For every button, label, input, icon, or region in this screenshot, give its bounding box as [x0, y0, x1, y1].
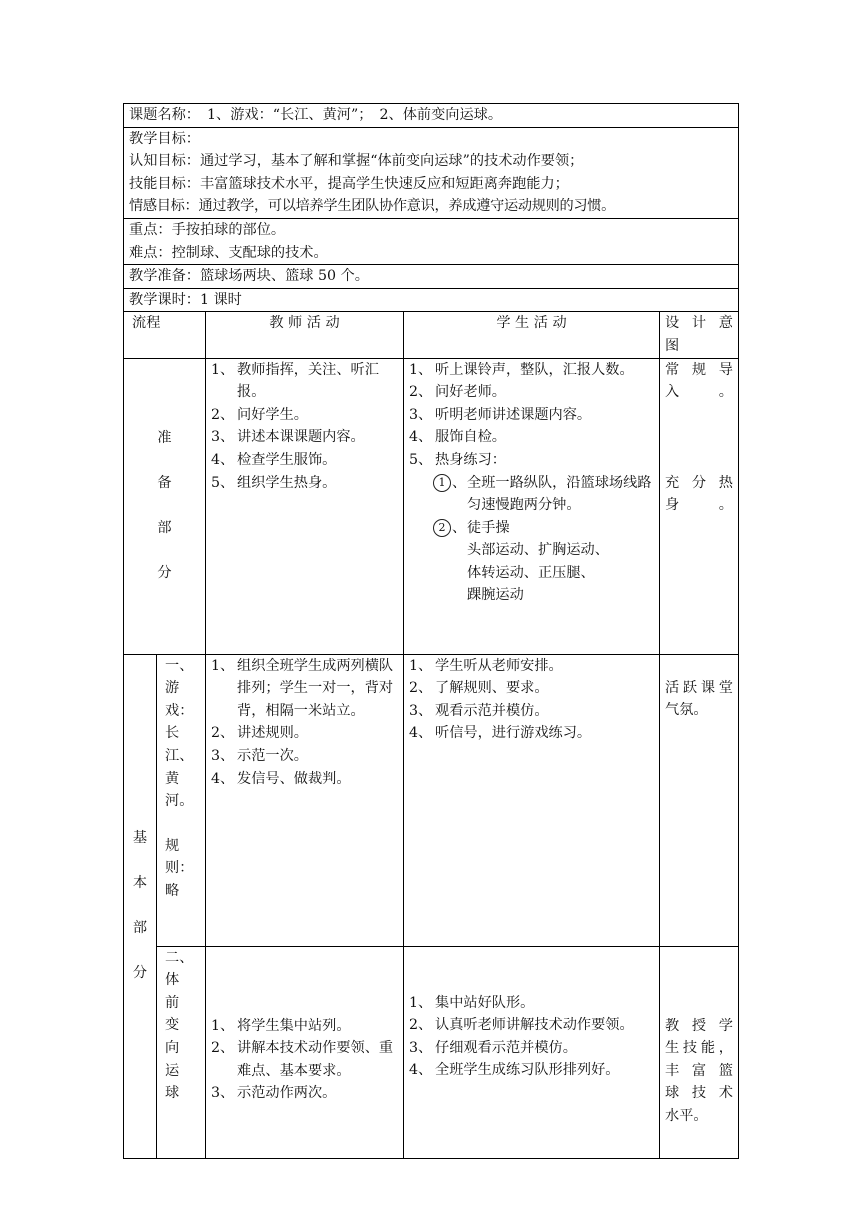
list-item: 5、 热身练习：: [409, 451, 506, 468]
basic-label-char: 分: [132, 965, 148, 982]
list-item: 4、 听信号，进行游戏练习。: [409, 725, 592, 742]
prep-teacher-activities: [206, 358, 404, 654]
objectives-row: [124, 127, 739, 218]
list-item: 4、 检查学生服饰。: [211, 451, 337, 468]
basic-label-char: 基: [132, 830, 148, 847]
affective-objective: 情感目标：通过教学，可以培养学生团队协作意识，养成遵守运动规则的习惯。: [129, 198, 616, 215]
difficulty: 难点：控制球、支配球的技术。: [129, 244, 328, 261]
lesson-plan-table: [123, 103, 739, 1159]
list-item: 1、 组织全班学生成两列横队排列；学生一对一，背对背，相隔一米站立。: [211, 657, 394, 719]
list-item: 2、 讲解本技术动作要领、重难点、基本要求。: [211, 1040, 394, 1079]
list-item: 3、 示范动作两次。: [211, 1085, 337, 1102]
prep-section-row: [124, 358, 739, 654]
game-label: 一、 游 戏： 长 江、 黄 河。 规 则： 略: [157, 654, 206, 946]
header-teacher: 教 师 活 动: [206, 312, 404, 358]
dribble-label: 二、 体 前 变 向 运 球: [157, 946, 206, 1158]
header-design: 设 计 意 图: [660, 312, 739, 358]
list-item: 1、 集中站好队形。: [409, 994, 535, 1011]
dribble-teacher-activities: [206, 946, 404, 1158]
list-item: 1、 将学生集中站列。: [211, 1017, 351, 1034]
list-item: 3、 仔细观看示范并模仿。: [409, 1039, 577, 1056]
warmup-detail-line: 踝腕运动: [467, 587, 524, 604]
prep-label-char: 分: [157, 565, 172, 582]
objectives-cell: [124, 127, 739, 218]
circled-number-icon: 1: [433, 474, 451, 492]
prep-student-activities: [404, 358, 660, 654]
dribble-student-activities: [404, 946, 660, 1158]
hours-cell: 教学课时：1 课时: [124, 288, 739, 312]
list-item: 3、 听明老师讲述课题内容。: [409, 406, 592, 423]
game-student-activities: [404, 654, 660, 946]
prep-design-cell: [660, 358, 739, 654]
prep-student-list: [409, 359, 654, 472]
prep-teacher-list: [211, 359, 398, 495]
header-flow: 流程: [124, 312, 206, 358]
list-item: 4、 发信号、做裁判。: [211, 770, 351, 787]
column-header-row: [124, 312, 739, 358]
list-item: 5、 组织学生热身。: [211, 474, 337, 491]
game-teacher-activities: [206, 654, 404, 946]
warmup-detail-line: 体转运动、正压腿、: [467, 564, 595, 581]
circled-number-icon: 2: [433, 519, 451, 537]
warmup-item: 1 、 全班一路纵队，沿篮球场线路匀速慢跑两分钟。: [429, 472, 654, 517]
preparation-row: [124, 265, 739, 289]
basic-dribble-row: [124, 946, 739, 1158]
topic-row: [124, 104, 739, 128]
list-item: 2、 问好学生。: [211, 406, 308, 423]
warmup-list: [409, 472, 654, 540]
basic-label-char: 部: [132, 920, 148, 937]
warmup-detail: [409, 539, 654, 607]
list-item: 3、 示范一次。: [211, 747, 308, 764]
basic-section-label: [124, 654, 157, 1158]
prep-label-char: 部: [157, 520, 172, 537]
list-item: 3、 观看示范并模仿。: [409, 702, 549, 719]
list-item: 2、 认真听老师讲解技术动作要领。: [409, 1017, 634, 1034]
list-item: 3、 讲述本课课题内容。: [211, 429, 365, 446]
dribble-design-cell: 教授学 生技能， 丰富篮 球技术 水平。: [660, 946, 739, 1158]
list-item: 1、 听上课铃声，整队，汇报人数。: [409, 361, 634, 378]
hours-row: [124, 288, 739, 312]
preparation-cell: 教学准备：篮球场两块、篮球 50 个。: [124, 265, 739, 289]
key-points-row: [124, 218, 739, 264]
basic-label-char: 本: [132, 875, 148, 892]
prep-design-2: 充分热身。: [665, 474, 733, 514]
key-point: 重点：手按拍球的部位。: [129, 221, 286, 238]
prep-design-1: 常规导入。: [665, 361, 733, 401]
game-design: 活跃课堂气氛。: [665, 679, 733, 719]
warmup-detail-line: 头部运动、扩胸运动、: [467, 542, 609, 559]
warmup-item: 2 、 徒手操: [429, 517, 654, 540]
list-item: 2、 讲述规则。: [211, 725, 308, 742]
header-student: 学 生 活 动: [404, 312, 660, 358]
prep-label-char: 备: [157, 475, 172, 492]
list-item: 2、 问好老师。: [409, 384, 506, 401]
topic-cell: 课题名称： 1、游戏：“长江、黄河”； 2、体前变向运球。: [124, 104, 739, 128]
list-item: 4、 服饰自检。: [409, 429, 506, 446]
basic-game-row: [124, 654, 739, 946]
list-item: 1、 教师指挥，关注、听汇报。: [211, 361, 379, 401]
list-item: 2、 了解规则、要求。: [409, 680, 549, 697]
list-item: 1、 学生听从老师安排。: [409, 657, 563, 674]
list-item: 4、 全班学生成练习队形排列好。: [409, 1062, 620, 1079]
objectives-title: 教学目标：: [129, 130, 200, 147]
prep-section-label: [124, 358, 206, 654]
skill-objective: 技能目标：丰富篮球技术水平，提高学生快速反应和短距离奔跑能力；: [129, 175, 569, 192]
cognitive-objective: 认知目标：通过学习，基本了解和掌握“体前变向运球”的技术动作要领；: [129, 153, 584, 170]
game-design-cell: [660, 654, 739, 946]
key-points-cell: [124, 218, 739, 264]
prep-label-char: 准: [157, 430, 172, 447]
